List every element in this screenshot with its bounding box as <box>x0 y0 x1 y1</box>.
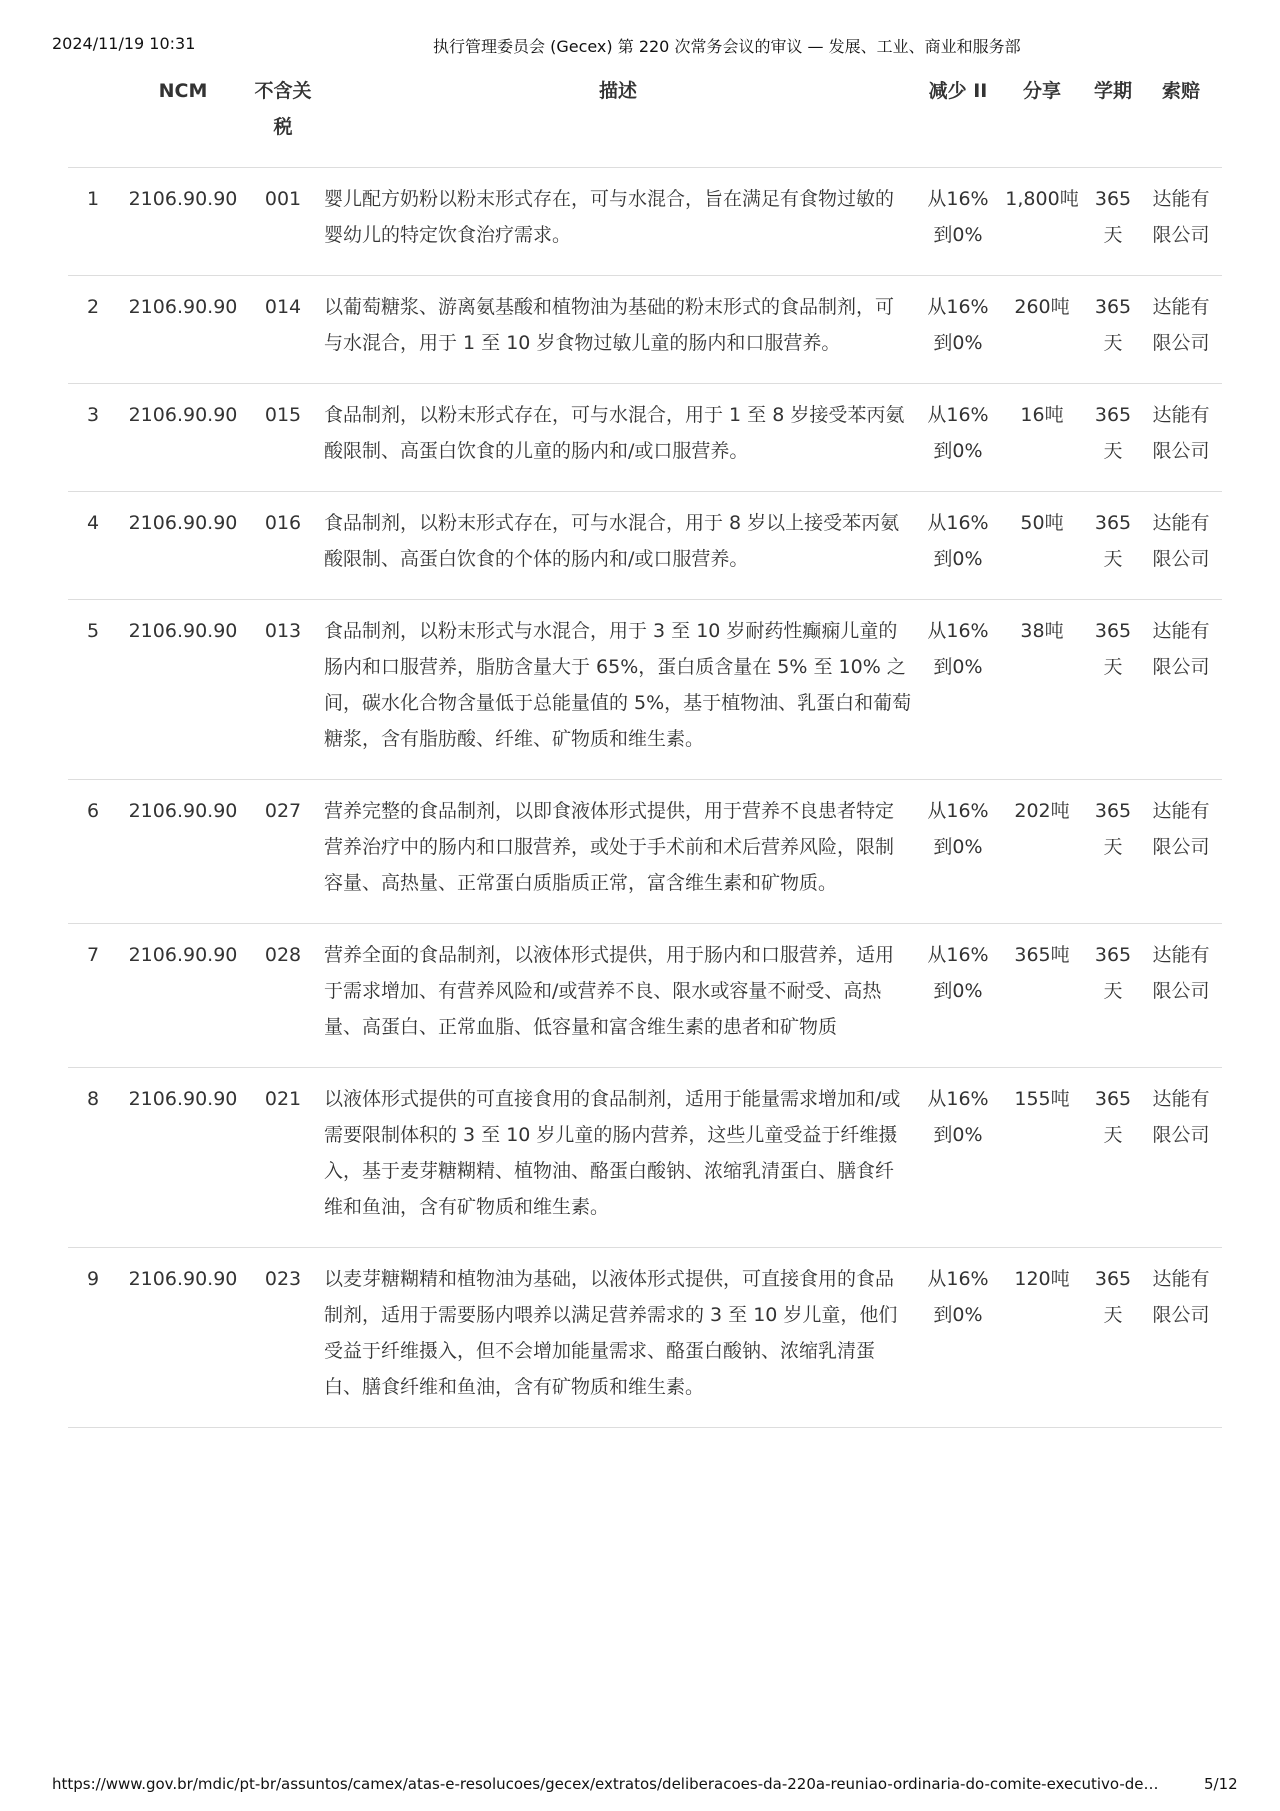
claimant: 达能有限公司 <box>1140 1248 1222 1428</box>
table-row <box>68 276 1222 384</box>
ncm-code: 2106.90.90 <box>118 384 248 492</box>
ncm-code: 2106.90.90 <box>118 600 248 780</box>
product-description: 营养完整的食品制剂，以即食液体形式提供，用于营养不良患者特定营养治疗中的肠内和口服营养，或处于手术前和术后营养风险，限制容量、高热量、正常蛋白质脂质正常，富含维生素和矿物质。 <box>318 780 918 924</box>
term-period: 365天 <box>1086 168 1140 276</box>
header-period: 学期 <box>1093 80 1132 102</box>
claimant: 达能有限公司 <box>1140 1068 1222 1248</box>
claimant: 达能有限公司 <box>1140 600 1222 780</box>
header-description: 描述 <box>598 80 637 102</box>
table-row <box>68 168 1222 276</box>
quota-share: 50吨 <box>998 492 1086 600</box>
tariff-reduction: 从16%到0% <box>918 384 998 492</box>
claimant: 达能有限公司 <box>1140 276 1222 384</box>
product-description: 以液体形式提供的可直接食用的食品制剂，适用于能量需求增加和/或需要限制体积的 3 至 10 岁儿童的肠内营养，这些儿童受益于纤维摄入，基于麦芽糖糊精、植物油、酪蛋白酸钠、浓缩乳清蛋白、膳食纤维和鱼油，含有矿物质和维生素。 <box>318 1068 918 1248</box>
ex-tariff-code: 021 <box>248 1068 318 1248</box>
quota-share: 260吨 <box>998 276 1086 384</box>
quota-share: 202吨 <box>998 780 1086 924</box>
product-description: 以葡萄糖浆、游离氨基酸和植物油为基础的粉末形式的食品制剂，可与水混合，用于 1 至 10 岁食物过敏儿童的肠内和口服营养。 <box>318 276 918 384</box>
claimant: 达能有限公司 <box>1140 780 1222 924</box>
print-datetime: 2024/11/19 10:31 <box>52 34 196 53</box>
table-row <box>68 924 1222 1068</box>
row-number: 5 <box>68 600 118 780</box>
product-description: 以麦芽糖糊精和植物油为基础，以液体形式提供，可直接食用的食品制剂，适用于需要肠内喂养以满足营养需求的 3 至 10 岁儿童，他们受益于纤维摄入，但不会增加能量需求、酪蛋白酸钠、浓缩乳清蛋白、膳食纤维和鱼油，含有矿物质和维生素。 <box>318 1248 918 1428</box>
table-row <box>68 1248 1222 1428</box>
quota-share: 120吨 <box>998 1248 1086 1428</box>
term-period: 365天 <box>1086 924 1140 1068</box>
claimant: 达能有限公司 <box>1140 492 1222 600</box>
document-title: 执行管理委员会 (Gecex) 第 220 次常务会议的审议 — 发展、工业、商业和服务部 <box>433 37 1021 56</box>
row-number: 7 <box>68 924 118 1068</box>
header-ncm: NCM <box>158 80 208 102</box>
header-number <box>68 60 118 168</box>
term-period: 365天 <box>1086 276 1140 384</box>
page-number: 5/12 <box>1204 1775 1238 1793</box>
term-period: 365天 <box>1086 492 1140 600</box>
term-period: 365天 <box>1086 384 1140 492</box>
claimant: 达能有限公司 <box>1140 168 1222 276</box>
ex-tariff-code: 015 <box>248 384 318 492</box>
quota-share: 16吨 <box>998 384 1086 492</box>
header-reduction: 减少 II <box>928 80 988 102</box>
claimant: 达能有限公司 <box>1140 384 1222 492</box>
quota-share: 365吨 <box>998 924 1086 1068</box>
ncm-code: 2106.90.90 <box>118 276 248 384</box>
tariff-reduction: 从16%到0% <box>918 780 998 924</box>
table-row <box>68 780 1222 924</box>
header-claimant: 索赔 <box>1161 80 1200 102</box>
tariff-reduction: 从16%到0% <box>918 1248 998 1428</box>
tariff-reduction: 从16%到0% <box>918 276 998 384</box>
quota-share: 155吨 <box>998 1068 1086 1248</box>
header-ex-tariff: 不含关税 <box>254 80 312 138</box>
row-number: 6 <box>68 780 118 924</box>
ncm-code: 2106.90.90 <box>118 780 248 924</box>
header-share: 分享 <box>1022 80 1061 102</box>
quota-share: 1,800吨 <box>998 168 1086 276</box>
ncm-code: 2106.90.90 <box>118 1248 248 1428</box>
ex-tariff-code: 028 <box>248 924 318 1068</box>
term-period: 365天 <box>1086 600 1140 780</box>
product-description: 食品制剂，以粉末形式存在，可与水混合，用于 1 至 8 岁接受苯丙氨酸限制、高蛋白饮食的儿童的肠内和/或口服营养。 <box>318 384 918 492</box>
ncm-code: 2106.90.90 <box>118 492 248 600</box>
row-number: 9 <box>68 1248 118 1428</box>
table-row <box>68 1068 1222 1248</box>
term-period: 365天 <box>1086 780 1140 924</box>
ex-tariff-code: 013 <box>248 600 318 780</box>
claimant: 达能有限公司 <box>1140 924 1222 1068</box>
tariff-reduction: 从16%到0% <box>918 492 998 600</box>
table-row <box>68 600 1222 780</box>
row-number: 2 <box>68 276 118 384</box>
quota-share: 38吨 <box>998 600 1086 780</box>
tariff-reduction: 从16%到0% <box>918 1068 998 1248</box>
row-number: 3 <box>68 384 118 492</box>
product-description: 婴儿配方奶粉以粉末形式存在，可与水混合，旨在满足有食物过敏的婴幼儿的特定饮食治疗需求。 <box>318 168 918 276</box>
tariff-reduction: 从16%到0% <box>918 168 998 276</box>
ex-tariff-code: 016 <box>248 492 318 600</box>
tariff-reduction: 从16%到0% <box>918 924 998 1068</box>
table-row <box>68 492 1222 600</box>
product-description: 食品制剂，以粉末形式与水混合，用于 3 至 10 岁耐药性癫痫儿童的肠内和口服营养，脂肪含量大于 65%，蛋白质含量在 5% 至 10% 之间，碳水化合物含量低于总能量值的 5%，基于植物油、乳蛋白和葡萄糖浆，含有脂肪酸、纤维、矿物质和维生素。 <box>318 600 918 780</box>
ex-tariff-code: 001 <box>248 168 318 276</box>
ncm-code: 2106.90.90 <box>118 924 248 1068</box>
product-description: 食品制剂，以粉末形式存在，可与水混合，用于 8 岁以上接受苯丙氨酸限制、高蛋白饮食的个体的肠内和/或口服营养。 <box>318 492 918 600</box>
ex-tariff-code: 023 <box>248 1248 318 1428</box>
term-period: 365天 <box>1086 1068 1140 1248</box>
ex-tariff-code: 027 <box>248 780 318 924</box>
term-period: 365天 <box>1086 1248 1140 1428</box>
row-number: 4 <box>68 492 118 600</box>
row-number: 1 <box>68 168 118 276</box>
tariff-table <box>68 60 1222 1428</box>
ex-tariff-code: 014 <box>248 276 318 384</box>
table-header-row <box>68 60 1222 168</box>
row-number: 8 <box>68 1068 118 1248</box>
ncm-code: 2106.90.90 <box>118 168 248 276</box>
ncm-code: 2106.90.90 <box>118 1068 248 1248</box>
product-description: 营养全面的食品制剂，以液体形式提供，用于肠内和口服营养，适用于需求增加、有营养风险和/或营养不良、限水或容量不耐受、高热量、高蛋白、正常血脂、低容量和富含维生素的患者和矿物质 <box>318 924 918 1068</box>
tariff-reduction: 从16%到0% <box>918 600 998 780</box>
footer-url: https://www.gov.br/mdic/pt-br/assuntos/camex/atas-e-resolucoes/gecex/extratos/deliberacoes-da-220a-reuniao-ordinaria-do-comite-executivo-de… <box>52 1775 1159 1793</box>
table-row <box>68 384 1222 492</box>
